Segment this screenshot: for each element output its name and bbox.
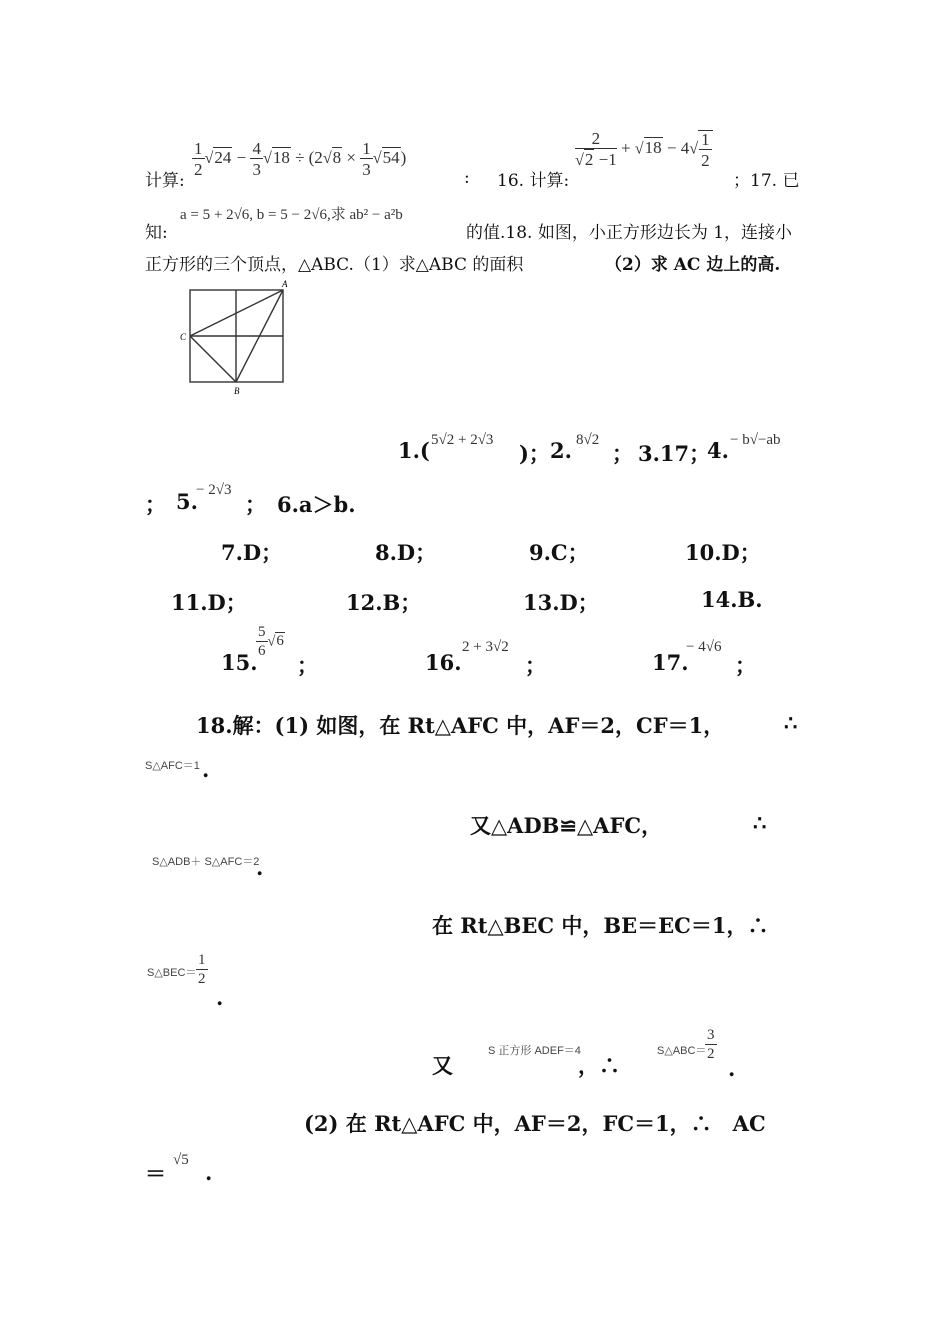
answer-7: 7.D； [221,540,283,565]
answer-16-prefix: 16. [425,650,462,675]
p16-expression: $\frac{2}{√2 -1}$ + √18 − 4√ $\frac{1}{2}$ [575,130,713,169]
line2-prefix: 知: [145,223,168,243]
answer-17-prefix: 17. [652,650,689,675]
answer-5-prefix: 5. [176,489,198,514]
solution-line-4-end: . [256,855,264,880]
answer-12: 12.B； [346,590,422,615]
answer-3: 3.17； [638,441,711,466]
solution-area-abc-fraction [705,1028,717,1062]
answer-2-expression: 8√2 [576,432,600,448]
answer-11: 11.D； [171,590,247,615]
solution-line-2-end: . [202,757,210,782]
solution-area-bec-fraction [196,953,208,987]
label-a: A [282,279,288,289]
answer-16-suffix: ； [525,653,546,678]
solution-area-square: S 正方形 ADEF＝4 [488,1045,581,1057]
answer-15-numerator: 5 [258,624,266,640]
solution-line-1: 18.解：(1) 如图，在 Rt△AFC 中，AF＝2，CF＝1， [196,713,725,738]
answer-15-denominator: 6 [258,643,266,659]
answer-5-suffix: ； [245,492,266,517]
answer-17-suffix: ； [735,653,756,678]
solution-area-sum: S△ADB＋ S△AFC＝2 [152,856,260,868]
solution-line-3: 又△ADB≌△AFC， [470,813,663,838]
solution-line-9-equals: ＝ [145,1161,166,1186]
abc-numerator: 3 [707,1027,715,1043]
answer-15-suffix: ； [297,653,318,678]
solution-line-8: (2) 在 Rt△AFC 中，AF＝2，FC＝1，∴ AC [304,1111,766,1136]
line3-text: 正方形的三个顶点，△ABC.（1）求△ABC 的面积 [145,255,524,275]
answer-4-prefix: 4. [707,438,729,463]
solution-line-7-therefore: ，∴ [578,1053,620,1078]
answer-2-suffix: ； [612,441,633,466]
answer-2-prefix: 2. [550,438,572,463]
answer-15-expression: $\frac{5}{6}$ √6 [258,624,284,659]
bec-denominator: 2 [198,971,206,987]
answer-4-suffix: ； [145,492,166,517]
answer-9: 9.C； [529,540,589,565]
solution-line-6-end: . [216,985,224,1010]
p15-prefix: 计算: [145,171,185,191]
bec-numerator: 1 [198,952,206,968]
solution-line-7-end: . [728,1056,736,1081]
answer-4-expression: − b√−ab [730,432,781,448]
solution-line-7-you: 又 [432,1053,453,1078]
answer-17-expression: − 4√6 [686,639,722,655]
solution-area-abc-lhs: S△ABC＝ [657,1045,707,1057]
answer-1-suffix: )； [519,441,550,466]
abc-denominator: 2 [707,1046,715,1062]
answer-14: 14.B. [701,587,763,612]
answer-5-expression: − 2√3 [196,482,232,498]
p17-expression: a = 5 + 2√6, b = 5 − 2√6,求 ab² − a²b [180,207,403,223]
line2-suffix: 的值.18. 如图，小正方形边长为 1，连接小 [466,223,793,243]
label-b: B [234,386,240,396]
solution-line-5: 在 Rt△BEC 中，BE＝EC＝1，∴ [432,913,769,938]
segment-cb [190,336,236,382]
solution-ac-value: √5 [173,1152,189,1168]
answer-13: 13.D； [523,590,599,615]
p17-prefix: ；17. 已 [733,171,800,191]
label-c: C [180,332,187,342]
answer-16-expression: 2 + 3√2 [462,639,509,655]
answer-15-radicand: 6 [276,633,284,650]
grid-figure [176,278,296,398]
answer-6: 6.a＞b. [277,492,356,517]
answer-15-prefix: 15. [221,650,258,675]
answer-1-expression: 5√2 + 2√3 [431,432,494,448]
solution-line-1-therefore: ∴ [784,710,798,735]
solution-line-3-therefore: ∴ [753,810,767,835]
p16-prefix: 16. 计算: [497,171,570,191]
answer-1-prefix: 1.( [398,438,430,463]
answer-10: 10.D； [685,540,761,565]
line3-bold: （2）求 AC 边上的高. [605,255,781,275]
answer-8: 8.D； [375,540,437,565]
separator: : [464,168,470,188]
p15-expression: $\frac{1}{2}$ √24 − $\frac{4}{3}$ √18 ÷ (2√8 × $\frac{1}{3}$ √54) [194,139,407,179]
solution-line-9-end: . [205,1160,213,1185]
solution-area-bec-lhs: S△BEC＝ [147,967,197,979]
solution-area-afc: S△AFC＝1 [145,760,200,772]
